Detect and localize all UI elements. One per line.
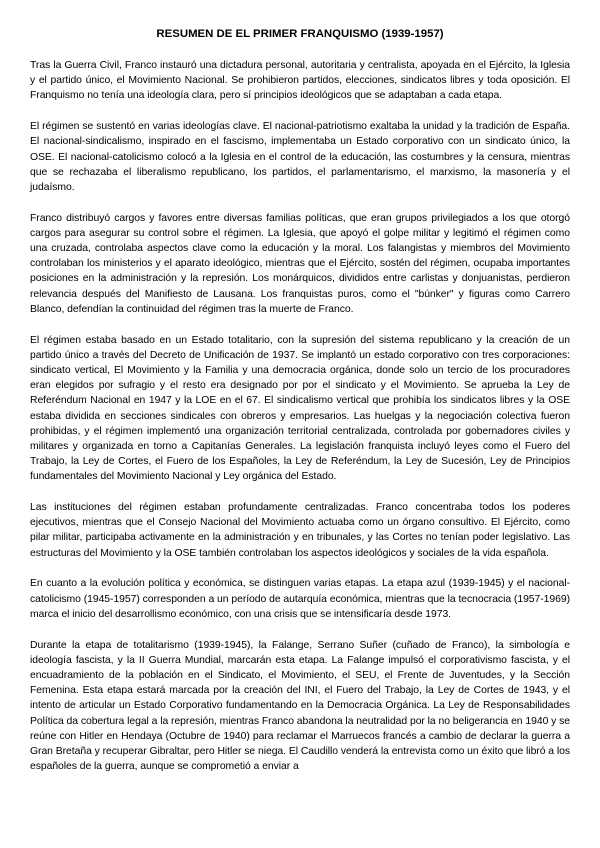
paragraph-intro: Tras la Guerra Civil, Franco instauró una dictadura personal, autoritaria y centralista, apoyada en el Ejército, la Iglesia y el partido único, el Movimiento Nacional. Se prohibieron partidos, elecciones, sindicatos libres y toda oposición. El Franquismo no tenía una ideología clara, pero sí principios ideológicos que se adaptaban a cada etapa. xyxy=(30,60,570,102)
paragraph-totalitarian-state: El régimen estaba basado en un Estado totalitario, con la supresión del sistema republicano y la creación de un partido único a través del Decreto de Unificación de 1937. Se implantó un estado corporativo con tres corporaciones: sindicato vertical, El Movimiento y la Familia y una democracia orgánica, donde solo un tercio de los procuradores eran elegidos por sufragio y el resto era designado por por el sindicato y el Movimiento. Se aprueba la Ley de Referéndum Nacional en 1947 y la LOE en el 67. El sindicalismo vertical que prohibía los sindicatos libres y la OSE estaba dividida en secciones sindicales con obreros y empresarios. Las huelgas y la negociación colectiva fueron prohibidas, y el régimen implementó una organización territorial centralizada, controlada por gobernadores civiles y militares y organizada en torno a Capitanías Generales. La legislación franquista incluyó leyes como el Fuero del Trabajo, la Ley de Cortes, el Fuero de los Españoles, la Ley de Referéndum, la Ley de Sucesión, Ley de Principios fundamentales del Movimiento Nacional y Ley orgánica del Estado. xyxy=(30,334,570,483)
paragraph-evolution: En cuanto a la evolución política y económica, se distinguen varias etapas. La etapa azul (1939-1945) y el nacional-catolicismo (1945-1957) corresponden a un período de autarquía económica, mientras que la tecnocracia (1957-1969) marca el inicio del desarrollismo económico, con una crisis que se intensificaría desde 1973. xyxy=(30,578,570,620)
document-title: RESUMEN DE EL PRIMER FRANQUISMO (1939-1957) xyxy=(156,28,444,40)
paragraph-ideologies: El régimen se sustentó en varias ideologías clave. El nacional-patriotismo exaltaba la unidad y la tradición de España. El nacional-sindicalismo, inspirado en el fascismo, implementaba un Estado corporativo con un sindicato único, la OSE. El nacional-catolicismo colocó a la Iglesia en el control de la educación, las costumbres y la censura, mientras que se rechazaba el liberalismo republicano, los partidos, el parlamentarismo, el marxismo, la masonería y el judaísmo. xyxy=(30,121,570,193)
document-page xyxy=(30,27,570,790)
paragraph-institutions: Las instituciones del régimen estaban profundamente centralizadas. Franco concentraba todos los poderes ejecutivos, mientras que el Consejo Nacional del Movimiento actuaba como un órgano consultivo. El Ejército, como pilar militar, participaba activamente en la administración y en tribunales, y las Cortes no tenían poder legislativo. Las estructuras del Movimiento y la OSE también controlaban los aspectos ideológicos y sociales de la vida española. xyxy=(30,502,570,559)
paragraph-totalitarian-stage: Durante la etapa de totalitarismo (1939-1945), la Falange, Serrano Suñer (cuñado de Franco), la simbología e ideología fascista, y la II Guerra Mundial, marcarán esta etapa. La Falange impulsó el corporativismo fascista, y el encuadramiento de la población en el Sindicato, el Movimiento, el SEU, el Frente de Juventudes, y la Sección Femenina. Esta etapa estará marcada por la creación del INI, el Fuero del Trabajo, la Ley de Cortes de 1943, y el intento de articular un Estado Corporativo fundamentando en la Democracia Orgánica. La Ley de Responsabilidades Política da cobertura legal a la represión, mientras Franco abandona la neutralidad por la no beligerancia en 1940 y se reúne con Hitler en Hendaya (Octubre de 1940) para reclamar el Marruecos francés a cambio de declarar la guerra a Gran Bretaña y recuperar Gibraltar, pero Hitler se niega. El Caudillo venderá la entrevista como un éxito que libró a los españoles de la guerra, aunque se comprometió a enviar a xyxy=(30,639,570,773)
paragraph-political-families: Franco distribuyó cargos y favores entre diversas familias políticas, que eran grupos privilegiados a los que otorgó cargos para asegurar su control sobre el régimen. La Iglesia, que apoyó el golpe militar y legitimó el régimen como una cruzada, controlaba aspectos clave como la educación y la moral. Los falangistas y miembros del Movimiento controlaban los ministerios y el aparato ideológico, mientras que el Ejército, sostén del régimen, ocupaba importantes posiciones en la administración y la represión. Los monárquicos, divididos entre carlistas y donjuanistas, perdieron relevancia después del Manifiesto de Lausana. Los franquistas puros, como el "búnker" y figuras como Carrero Blanco, defendían la continuidad del régimen tras la muerte de Franco. xyxy=(30,212,570,315)
